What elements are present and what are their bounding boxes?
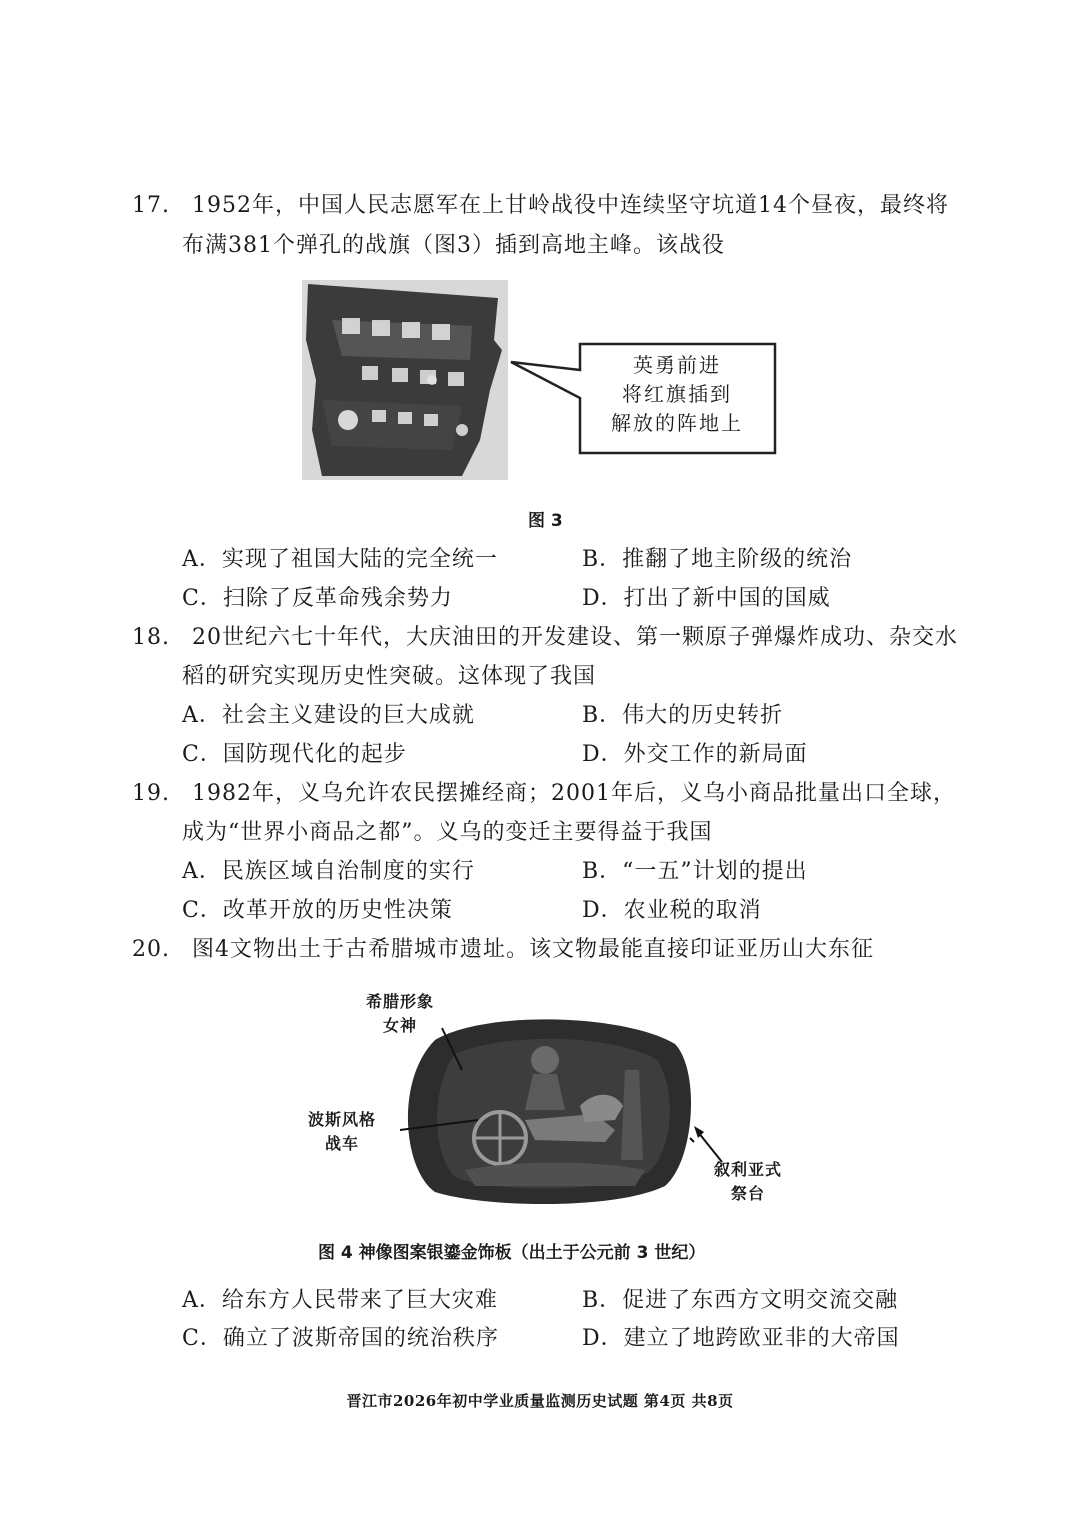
q17-stem-2: 布满381个弹孔的战旗（图3）插到高地主峰。该战役 — [182, 233, 725, 258]
q18-line1 — [132, 627, 958, 649]
q20-stem-1: 图4文物出土于古希腊城市遗址。该文物最能直接印证亚历山大东征 — [192, 937, 874, 962]
annotation-chariot-line-1: 波斯风格 — [307, 1110, 376, 1129]
q19-stem-2: 成为“世界小商品之都”。义乌的变迁主要得益于我国 — [182, 820, 713, 845]
annotation-altar-line-1: 叙利亚式 — [713, 1160, 782, 1179]
figure-3-caption: 图 3 — [528, 511, 563, 531]
q20-line1 — [132, 939, 874, 961]
q17-option-c[interactable]: C．扫除了反革命残余势力 — [182, 586, 453, 611]
q17-option-a[interactable]: A．实现了祖国大陆的完全统一 — [182, 547, 498, 572]
q17-option-d[interactable]: D．打出了新中国的国威 — [582, 586, 831, 611]
flag-text-line-3: 解放的阵地上 — [611, 411, 743, 435]
flag-callout-text — [582, 351, 772, 438]
q20-option-a[interactable]: A．给东方人民带来了巨大灾难 — [182, 1288, 498, 1313]
q20-number: 20. — [132, 937, 170, 962]
q18-option-c[interactable]: C．国防现代化的起步 — [182, 742, 407, 767]
q17-stem-1: 1952年，中国人民志愿军在上甘岭战役中连续坚守坑道14个昼夜，最终将 — [192, 193, 949, 218]
flag-text-line-1: 英勇前进 — [633, 353, 721, 377]
q18-number: 18. — [132, 625, 170, 650]
q19-option-b[interactable]: B．“一五”计划的提出 — [582, 859, 808, 884]
annotation-altar — [700, 1158, 796, 1206]
q20-option-d[interactable]: D．建立了地跨欧亚非的大帝国 — [582, 1326, 900, 1351]
page-footer: 晋江市2026年初中学业质量监测历史试题 第4页 共8页 — [346, 1392, 734, 1410]
q18-stem-1: 20世纪六七十年代，大庆油田的开发建设、第一颗原子弹爆炸成功、杂交水 — [192, 625, 958, 650]
annotation-goddess-line-1: 希腊形象 — [365, 992, 434, 1011]
q17-line1 — [132, 195, 949, 217]
flag-text-line-2: 将红旗插到 — [622, 382, 732, 406]
q17-option-b[interactable]: B．推翻了地主阶级的统治 — [582, 547, 853, 572]
q18-option-d[interactable]: D．外交工作的新局面 — [582, 742, 808, 767]
annotation-goddess — [352, 990, 448, 1038]
q18-option-b[interactable]: B．伟大的历史转折 — [582, 703, 784, 728]
q17-number: 17. — [132, 193, 170, 218]
q19-stem-1: 1982年，义乌允许农民摆摊经商；2001年后，义乌小商品批量出口全球， — [192, 781, 956, 806]
annotation-chariot — [294, 1108, 390, 1156]
annotation-chariot-line-2: 战车 — [324, 1134, 359, 1153]
q19-number: 19. — [132, 781, 170, 806]
q18-option-a[interactable]: A．社会主义建设的巨大成就 — [182, 703, 475, 728]
q19-option-c[interactable]: C．改革开放的历史性决策 — [182, 898, 453, 923]
q19-line1 — [132, 783, 956, 805]
plaque-annotation-lines — [350, 1020, 710, 1150]
q19-option-a[interactable]: A．民族区域自治制度的实行 — [182, 859, 475, 884]
q19-option-d[interactable]: D．农业税的取消 — [582, 898, 762, 923]
annotation-goddess-line-2: 女神 — [382, 1016, 417, 1035]
annotation-altar-line-2: 祭台 — [730, 1184, 765, 1203]
figure-4-caption: 图 4 神像图案银鎏金饰板（出土于公元前 3 世纪） — [318, 1243, 706, 1263]
q18-stem-2: 稻的研究实现历史性突破。这体现了我国 — [182, 664, 597, 689]
battle-flag-photo — [302, 280, 508, 480]
q20-option-c[interactable]: C．确立了波斯帝国的统治秩序 — [182, 1326, 499, 1351]
q20-option-b[interactable]: B．促进了东西方文明交流交融 — [582, 1288, 899, 1313]
